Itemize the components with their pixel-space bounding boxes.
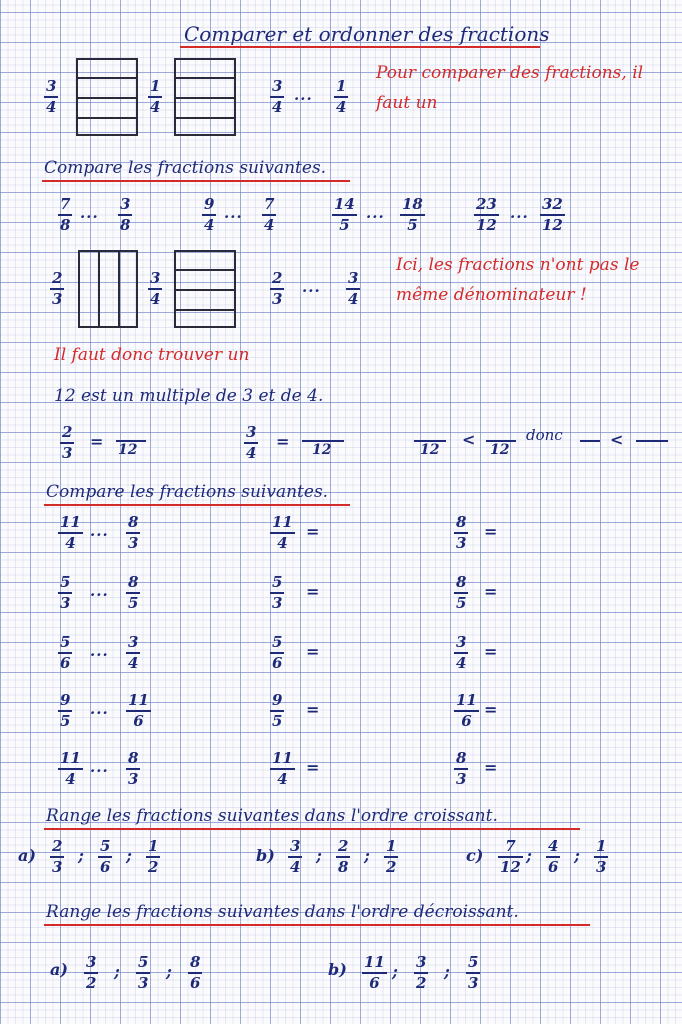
numerator: 8 — [128, 749, 139, 767]
denominator: 4 — [348, 290, 359, 308]
row-conversion-b — [454, 750, 468, 787]
order-fraction — [498, 838, 523, 875]
denominator: 5 — [339, 216, 350, 234]
denominator: 4 — [456, 654, 467, 672]
denominator: 2 — [416, 974, 427, 992]
denominator: 4 — [277, 770, 288, 788]
denominator: 4 — [46, 98, 57, 116]
equals-sign: = — [484, 758, 498, 777]
numerator: 8 — [456, 513, 467, 531]
compare-dots: ... — [90, 758, 109, 776]
numerator: 9 — [272, 691, 283, 709]
numerator: 3 — [416, 953, 427, 971]
numerator: 3 — [272, 77, 283, 95]
title-underline — [180, 46, 540, 48]
denominator: 5 — [128, 594, 139, 612]
numerator: 11 — [364, 953, 385, 971]
semicolon: ; — [526, 846, 532, 865]
equals-sign: = — [484, 642, 498, 661]
numerator: 3 — [150, 269, 161, 287]
denominator: 3 — [52, 290, 63, 308]
numerator: 4 — [548, 837, 559, 855]
numerator: 5 — [100, 837, 111, 855]
numerator: 3 — [86, 953, 97, 971]
numerator: 7 — [505, 837, 516, 855]
ex2-find: Il faut donc trouver un — [54, 345, 250, 365]
numerator: 3 — [46, 77, 57, 95]
row-frac-a — [58, 514, 83, 551]
denominator: 5 — [272, 712, 283, 730]
row-conversion-a — [270, 692, 284, 729]
equals-sign: = — [306, 758, 320, 777]
row-frac-b — [126, 692, 151, 729]
row-conversion-b — [454, 634, 468, 671]
section1-heading: Compare les fractions suivantes. — [44, 158, 327, 178]
numerator: 5 — [272, 633, 283, 651]
denominator: 3 — [596, 858, 607, 876]
semicolon: ; — [392, 962, 398, 981]
row-conversion-b — [454, 514, 468, 551]
denominator: 4 — [246, 444, 257, 462]
denominator: 4 — [150, 98, 161, 116]
ex2-multiple: 12 est un multiple de 3 et de 4. — [54, 386, 324, 406]
denominator: 6 — [369, 974, 380, 992]
equals-sign: = — [306, 582, 320, 601]
semicolon: ; — [316, 846, 322, 865]
compare-dots: ... — [302, 278, 321, 296]
equals-sign: = — [90, 432, 104, 451]
numerator: 1 — [386, 837, 397, 855]
row-conversion-a — [270, 574, 284, 611]
ex2-eq2-frac — [244, 424, 258, 461]
section4-underline — [44, 924, 590, 926]
denominator: 2 — [86, 974, 97, 992]
denominator: 6 — [60, 654, 71, 672]
order-fraction — [146, 838, 160, 875]
order-fraction — [288, 838, 302, 875]
ex2-note: Ici, les fractions n'ont pas le même dénominateur ! — [396, 255, 640, 305]
numerator: 1 — [336, 77, 347, 95]
numerator: 11 — [456, 691, 477, 709]
denominator: 4 — [150, 290, 161, 308]
semicolon: ; — [574, 846, 580, 865]
denominator: 5 — [407, 216, 418, 234]
row-conversion-a — [270, 514, 295, 551]
page-title: Comparer et ordonner des fractions — [184, 22, 550, 46]
numerator: 7 — [60, 195, 71, 213]
order-fraction — [384, 838, 398, 875]
denominator: 4 — [128, 654, 139, 672]
denominator: 3 — [138, 974, 149, 992]
row-frac-b — [126, 574, 140, 611]
denominator: 4 — [65, 534, 76, 552]
equals-sign: = — [276, 432, 290, 451]
section2-underline — [44, 504, 350, 506]
numerator: 14 — [334, 195, 355, 213]
row-frac-a — [58, 750, 83, 787]
row-frac-a — [58, 574, 72, 611]
compare-dots: ... — [294, 86, 313, 104]
denominator: 6 — [461, 712, 472, 730]
numerator: 1 — [148, 837, 159, 855]
numerator: 8 — [456, 573, 467, 591]
denominator: 8 — [60, 216, 71, 234]
order-fraction — [546, 838, 560, 875]
numerator: 8 — [128, 513, 139, 531]
denominator: 2 — [148, 858, 159, 876]
row-conversion-a — [270, 750, 295, 787]
semicolon: ; — [444, 962, 450, 981]
semicolon: ; — [364, 846, 370, 865]
donc-word: donc — [526, 426, 563, 444]
order-fraction — [98, 838, 112, 875]
numerator: 2 — [338, 837, 349, 855]
denominator: 3 — [272, 290, 283, 308]
denominator: 4 — [336, 98, 347, 116]
denominator: 4 — [277, 534, 288, 552]
numerator: 23 — [476, 195, 497, 213]
intro-compare-a — [270, 78, 284, 115]
group-label: b) — [328, 960, 347, 979]
numerator: 11 — [272, 749, 293, 767]
compare-dots: ... — [510, 204, 529, 222]
semicolon: ; — [166, 962, 172, 981]
compare-dots: ... — [90, 522, 109, 540]
denominator: 3 — [128, 770, 139, 788]
numerator: 11 — [272, 513, 293, 531]
section2-heading: Compare les fractions suivantes. — [46, 482, 329, 502]
denominator: 4 — [290, 858, 301, 876]
numerator: 9 — [204, 195, 215, 213]
numerator: 5 — [60, 573, 71, 591]
s1-pair1-a — [58, 196, 72, 233]
numerator: 2 — [62, 423, 73, 441]
s1-pair4-a — [474, 196, 499, 233]
ex2-eq1-frac — [60, 424, 74, 461]
compare-dots: ... — [90, 642, 109, 660]
group-label: a) — [18, 846, 36, 865]
denominator: 4 — [264, 216, 275, 234]
numerator: 5 — [272, 573, 283, 591]
equals-sign: = — [484, 582, 498, 601]
result-denominator: 12 — [312, 442, 332, 458]
result-denominator: 12 — [118, 442, 138, 458]
numerator: 11 — [128, 691, 149, 709]
numerator: 3 — [120, 195, 131, 213]
denominator: 8 — [120, 216, 131, 234]
numerator: 18 — [402, 195, 423, 213]
denominator: 4 — [204, 216, 215, 234]
semicolon: ; — [78, 846, 84, 865]
group-label: b) — [256, 846, 275, 865]
row-frac-a — [58, 634, 72, 671]
numerator: 5 — [60, 633, 71, 651]
section3-underline — [44, 828, 580, 830]
intro-frac-a — [44, 78, 58, 115]
equals-sign: = — [484, 522, 498, 541]
ex2-frac-b — [148, 270, 162, 307]
row-conversion-a — [270, 634, 284, 671]
equals-sign: = — [306, 522, 320, 541]
order-fraction — [50, 838, 64, 875]
equals-sign: = — [306, 700, 320, 719]
numerator: 9 — [60, 691, 71, 709]
blank-fraction — [580, 440, 600, 442]
semicolon: ; — [126, 846, 132, 865]
numerator: 5 — [138, 953, 149, 971]
equals-sign: = — [306, 642, 320, 661]
order-fraction — [336, 838, 350, 875]
numerator: 8 — [190, 953, 201, 971]
denominator: 3 — [468, 974, 479, 992]
ex2-frac-a — [50, 270, 64, 307]
numerator: 2 — [272, 269, 283, 287]
row-frac-b — [126, 750, 140, 787]
denominator: 3 — [60, 594, 71, 612]
shaded-grid-four-rows — [174, 250, 236, 328]
row-frac-b — [126, 514, 140, 551]
denominator: 3 — [456, 770, 467, 788]
numerator: 11 — [60, 513, 81, 531]
s1-pair4-b — [540, 196, 565, 233]
numerator: 5 — [468, 953, 479, 971]
order-fraction — [362, 954, 387, 991]
order-fraction — [136, 954, 150, 991]
shaded-grid-four-rows — [76, 58, 138, 136]
less-than-sign: < — [610, 430, 624, 449]
ex2-compare-a — [270, 270, 284, 307]
intro-note: Pour comparer des fractions, il faut un — [376, 63, 644, 113]
ineq-denominator-2: 12 — [490, 442, 510, 458]
numerator: 7 — [264, 195, 275, 213]
s1-pair2-b — [262, 196, 276, 233]
order-fraction — [414, 954, 428, 991]
order-fraction — [84, 954, 98, 991]
section3-heading: Range les fractions suivantes dans l'ordre croissant. — [46, 806, 498, 826]
denominator: 3 — [52, 858, 63, 876]
numerator: 3 — [348, 269, 359, 287]
numerator: 3 — [128, 633, 139, 651]
numerator: 3 — [290, 837, 301, 855]
row-conversion-b — [454, 692, 479, 729]
s1-pair3-a — [332, 196, 357, 233]
compare-dots: ... — [366, 204, 385, 222]
numerator: 3 — [246, 423, 257, 441]
denominator: 5 — [60, 712, 71, 730]
denominator: 3 — [62, 444, 73, 462]
denominator: 3 — [128, 534, 139, 552]
compare-dots: ... — [80, 204, 99, 222]
denominator: 3 — [456, 534, 467, 552]
denominator: 12 — [542, 216, 563, 234]
denominator: 12 — [500, 858, 521, 876]
denominator: 4 — [272, 98, 283, 116]
numerator: 11 — [60, 749, 81, 767]
numerator: 2 — [52, 269, 63, 287]
s1-pair3-b — [400, 196, 425, 233]
denominator: 6 — [100, 858, 111, 876]
s1-pair2-a — [202, 196, 216, 233]
order-fraction — [594, 838, 608, 875]
denominator: 12 — [476, 216, 497, 234]
shaded-grid-three-columns — [78, 250, 138, 328]
intro-compare-b — [334, 78, 348, 115]
numerator: 8 — [128, 573, 139, 591]
compare-dots: ... — [224, 204, 243, 222]
numerator: 2 — [52, 837, 63, 855]
denominator: 8 — [338, 858, 349, 876]
order-fraction — [466, 954, 480, 991]
denominator: 6 — [133, 712, 144, 730]
numerator: 3 — [456, 633, 467, 651]
group-label: a) — [50, 960, 68, 979]
row-frac-b — [126, 634, 140, 671]
denominator: 6 — [190, 974, 201, 992]
semicolon: ; — [114, 962, 120, 981]
numerator: 32 — [542, 195, 563, 213]
numerator: 8 — [456, 749, 467, 767]
ex2-compare-b — [346, 270, 360, 307]
numerator: 1 — [150, 77, 161, 95]
denominator: 6 — [272, 654, 283, 672]
order-fraction — [188, 954, 202, 991]
denominator: 4 — [65, 770, 76, 788]
section1-underline — [42, 180, 350, 182]
compare-dots: ... — [90, 582, 109, 600]
denominator: 3 — [272, 594, 283, 612]
s1-pair1-b — [118, 196, 132, 233]
equals-sign: = — [484, 700, 498, 719]
less-than-sign: < — [462, 430, 476, 449]
ineq-denominator-1: 12 — [420, 442, 440, 458]
compare-dots: ... — [90, 700, 109, 718]
shaded-grid-four-rows — [174, 58, 236, 136]
section4-heading: Range les fractions suivantes dans l'ordre décroissant. — [46, 902, 519, 922]
intro-frac-b — [148, 78, 162, 115]
row-conversion-b — [454, 574, 468, 611]
denominator: 6 — [548, 858, 559, 876]
numerator: 1 — [596, 837, 607, 855]
denominator: 5 — [456, 594, 467, 612]
blank-fraction — [636, 440, 668, 442]
row-frac-a — [58, 692, 72, 729]
denominator: 2 — [386, 858, 397, 876]
group-label: c) — [466, 846, 484, 865]
